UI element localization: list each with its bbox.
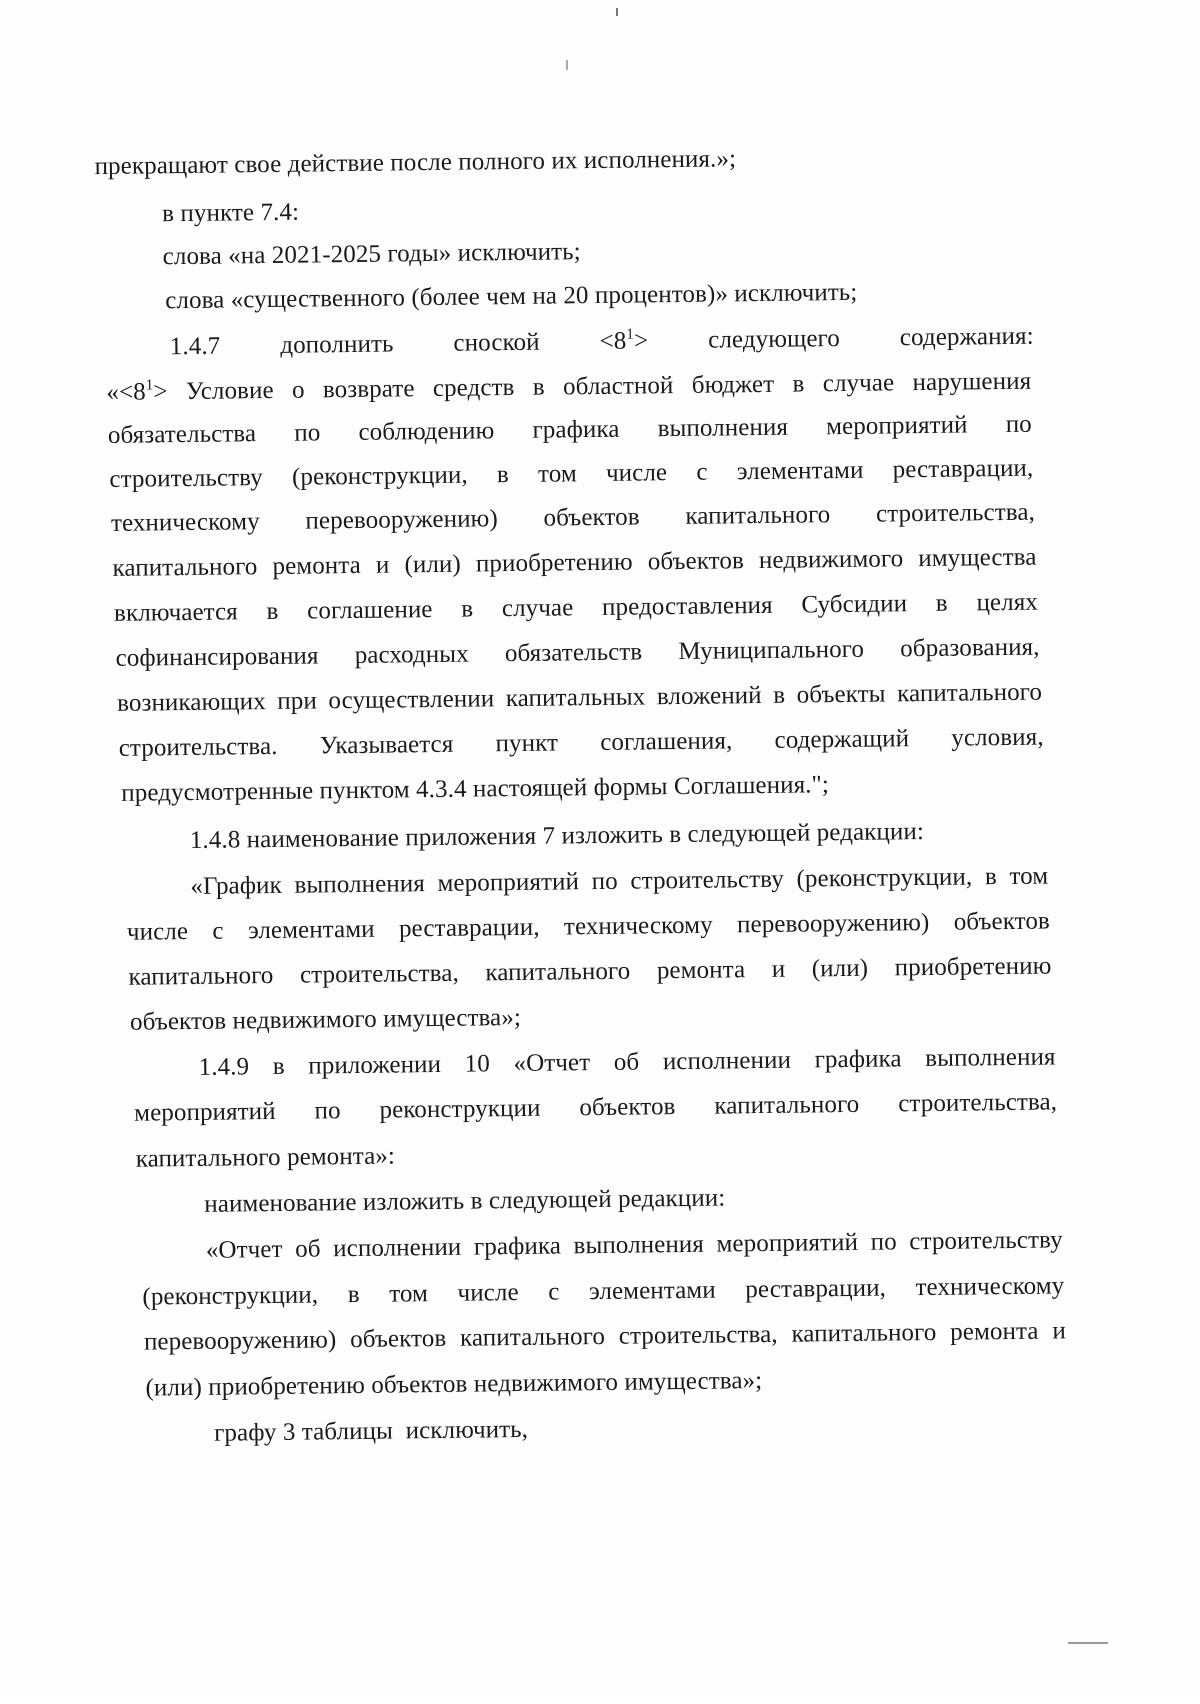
word: выполнения (925, 1043, 1056, 1073)
word: мероприятий (825, 411, 968, 441)
word: имущества (918, 543, 1037, 573)
word: выполнения (294, 870, 426, 899)
word: исполнении (333, 1233, 462, 1263)
word: том (1009, 862, 1049, 890)
paragraph-line: графу 3 таблицы исключить, (213, 1415, 529, 1447)
word: соглашение (307, 596, 433, 625)
word: осуществлении (328, 685, 495, 715)
word: выполнения (657, 413, 789, 443)
paragraph-line: предусмотренные пунктом 4.3.4 настоящей формы Соглашения."; (121, 771, 830, 807)
word: техническому (563, 911, 713, 941)
word: элементами (588, 1276, 716, 1306)
word: ремонта (656, 956, 746, 985)
word: включается (113, 598, 238, 627)
word: по (591, 867, 618, 896)
word: объектов (953, 907, 1051, 936)
paragraph-line: 1.4.8 наименование приложения 7 изложить в следующей редакции: (189, 818, 925, 855)
paragraph-line (198, 1042, 1055, 1082)
word: дополнить (280, 330, 394, 359)
paragraph-line: объектов недвижимого имущества»; (129, 1003, 522, 1036)
word: с (548, 1278, 560, 1306)
paragraph-line (112, 543, 1036, 584)
paragraph-line: наименование изложить в следующей редакции: (204, 1184, 726, 1218)
word: возникающих (117, 688, 266, 717)
word: и (771, 955, 786, 983)
word: (или) (404, 550, 462, 579)
word: с (212, 917, 224, 945)
word: Указывается (319, 730, 454, 760)
word: по (1005, 410, 1032, 439)
word: содержания: (899, 322, 1034, 352)
word: ремонта (272, 551, 362, 580)
paragraph-line (190, 862, 1048, 902)
word: том (537, 460, 577, 488)
paragraph-line (117, 678, 1042, 719)
paragraph-line (127, 907, 1050, 948)
word: строительства, (875, 498, 1036, 528)
word: приложении (308, 1050, 442, 1080)
paragraph-line: слова «существенного (более чем на 20 процентов)» исключить; (165, 278, 858, 315)
word: объекты (796, 680, 886, 709)
word: с (696, 458, 708, 486)
word: перевооружению) (305, 505, 498, 535)
word: капитального (112, 553, 258, 582)
paragraph-line (206, 1225, 1063, 1265)
word: о (291, 376, 305, 404)
word: вложений (656, 682, 762, 711)
word: средств (432, 374, 515, 403)
word: областной (562, 372, 674, 401)
word: строительству (909, 1226, 1063, 1256)
word: следующего (708, 325, 841, 354)
paragraph-line (108, 410, 1032, 451)
item-number: 1.4.7 (169, 332, 221, 361)
word: капитального (128, 961, 274, 991)
paragraph-line: слова «на 2021-2025 годы» исключить; (162, 238, 581, 271)
word: и (1052, 1317, 1066, 1345)
word: «Отчет (513, 1049, 591, 1078)
word: выполнения (573, 1230, 705, 1260)
footnote-mark: $<8^1>$ (599, 326, 649, 355)
word: ремонта (950, 1317, 1039, 1346)
word: объектов (579, 1093, 676, 1122)
word: соблюдению (358, 417, 495, 446)
word: сноской (453, 328, 540, 357)
paragraph-line (111, 498, 1035, 539)
paragraph-line: прекращают свое действие после полного их исполнения.»; (94, 145, 737, 181)
word: объектов (647, 547, 745, 576)
word: случае (822, 369, 895, 398)
word: приобретению (475, 548, 633, 578)
word: строительству (109, 464, 263, 493)
word: по (314, 1097, 341, 1125)
word: в (935, 589, 948, 617)
word: исполнении (662, 1046, 792, 1076)
word: капитального (485, 957, 631, 987)
word: объектов (543, 503, 640, 532)
word: строительства, (898, 1088, 1058, 1118)
word: числе (605, 459, 668, 487)
word: капитального (791, 1318, 937, 1348)
word: Муниципального (678, 635, 865, 666)
paragraph-line (106, 367, 1031, 408)
word: Условие (185, 376, 274, 406)
word: строительства, (299, 959, 460, 989)
word: «$<8^1>$ (106, 377, 168, 406)
word: возврате (322, 375, 415, 404)
word: (реконструкции, (142, 1281, 319, 1311)
word: при (277, 687, 317, 715)
word: приобретению (894, 952, 1052, 982)
word: том (389, 1280, 429, 1308)
word: Субсидии (801, 590, 908, 619)
paragraph-line (144, 1316, 1066, 1357)
word: в (792, 370, 805, 398)
word: в (266, 597, 279, 626)
word: в (272, 1052, 285, 1081)
word: графика (532, 415, 620, 444)
word: об (613, 1048, 640, 1076)
word: предоставления (601, 591, 773, 621)
paragraph-line (128, 951, 1051, 992)
word: образования, (900, 633, 1040, 663)
word: мероприятий (437, 868, 580, 897)
word: строительства. (118, 732, 278, 762)
paragraph-line: капитального ремонта»: (135, 1142, 396, 1173)
word: мероприятий (716, 1228, 859, 1258)
word: бюджет (691, 370, 775, 399)
paragraph-line (114, 588, 1038, 629)
word: капитального (714, 1090, 860, 1120)
word: в (984, 863, 997, 891)
word: 1.4.9 (198, 1053, 250, 1081)
word: софинансирования (115, 642, 319, 672)
word: соглашения, (600, 727, 733, 756)
word: в (347, 1280, 360, 1309)
word: нарушения (912, 367, 1032, 397)
word: в (496, 461, 510, 489)
word: графика (473, 1232, 562, 1261)
word: графика (814, 1045, 902, 1074)
word: целях (976, 588, 1039, 617)
word: числе (457, 1279, 519, 1307)
word: капитального (896, 678, 1043, 708)
word: строительству (630, 865, 785, 895)
paragraph-line (119, 723, 1044, 764)
word: перевооружению) (736, 908, 930, 939)
word: перевооружению) (143, 1326, 337, 1356)
word: реконструкции (379, 1094, 541, 1124)
word: реставрации, (745, 1274, 887, 1304)
word: в (532, 373, 545, 401)
word: элементами (736, 456, 864, 486)
word: расходных (354, 640, 469, 669)
word: капитальных (505, 683, 646, 713)
word: элементами (247, 915, 375, 945)
word: в (461, 595, 474, 623)
word: пункт (495, 729, 559, 758)
word: «Отчет (205, 1235, 283, 1264)
word: случае (501, 594, 574, 623)
word: техническому (110, 508, 260, 537)
word: и (375, 551, 390, 579)
word: 10 (464, 1050, 491, 1078)
word: по (294, 419, 321, 447)
word: техническому (915, 1272, 1065, 1302)
paragraph-line (115, 633, 1039, 674)
word: реставрации, (398, 913, 540, 943)
word: содержащий (774, 725, 910, 754)
word: числе (126, 918, 189, 946)
word: об (295, 1235, 321, 1263)
word: (или) (811, 954, 869, 983)
paragraph-line-147 (170, 322, 1034, 363)
paragraph-line (109, 454, 1033, 495)
paragraph-line (142, 1271, 1064, 1312)
word: обязательств (504, 638, 643, 668)
word: недвижимого (758, 545, 904, 575)
paragraph-line (134, 1087, 1057, 1128)
word: мероприятий (134, 1097, 276, 1127)
word: (реконструкции, (291, 461, 468, 491)
word: «График (190, 871, 282, 901)
paragraph-line: (или) приобретению объектов недвижимого имущества»; (145, 1367, 763, 1402)
word: обязательства (107, 420, 257, 449)
word: строительства, (618, 1320, 778, 1350)
word: (реконструкции, (796, 863, 973, 893)
word: по (870, 1228, 897, 1256)
word: капитального (685, 501, 831, 530)
word: в (773, 681, 786, 709)
word: объектов (349, 1324, 447, 1354)
paragraph-line: в пункте 7.4: (162, 198, 300, 228)
word: капитального (459, 1322, 606, 1352)
word: реставрации, (892, 454, 1034, 484)
word: условия, (951, 723, 1044, 752)
